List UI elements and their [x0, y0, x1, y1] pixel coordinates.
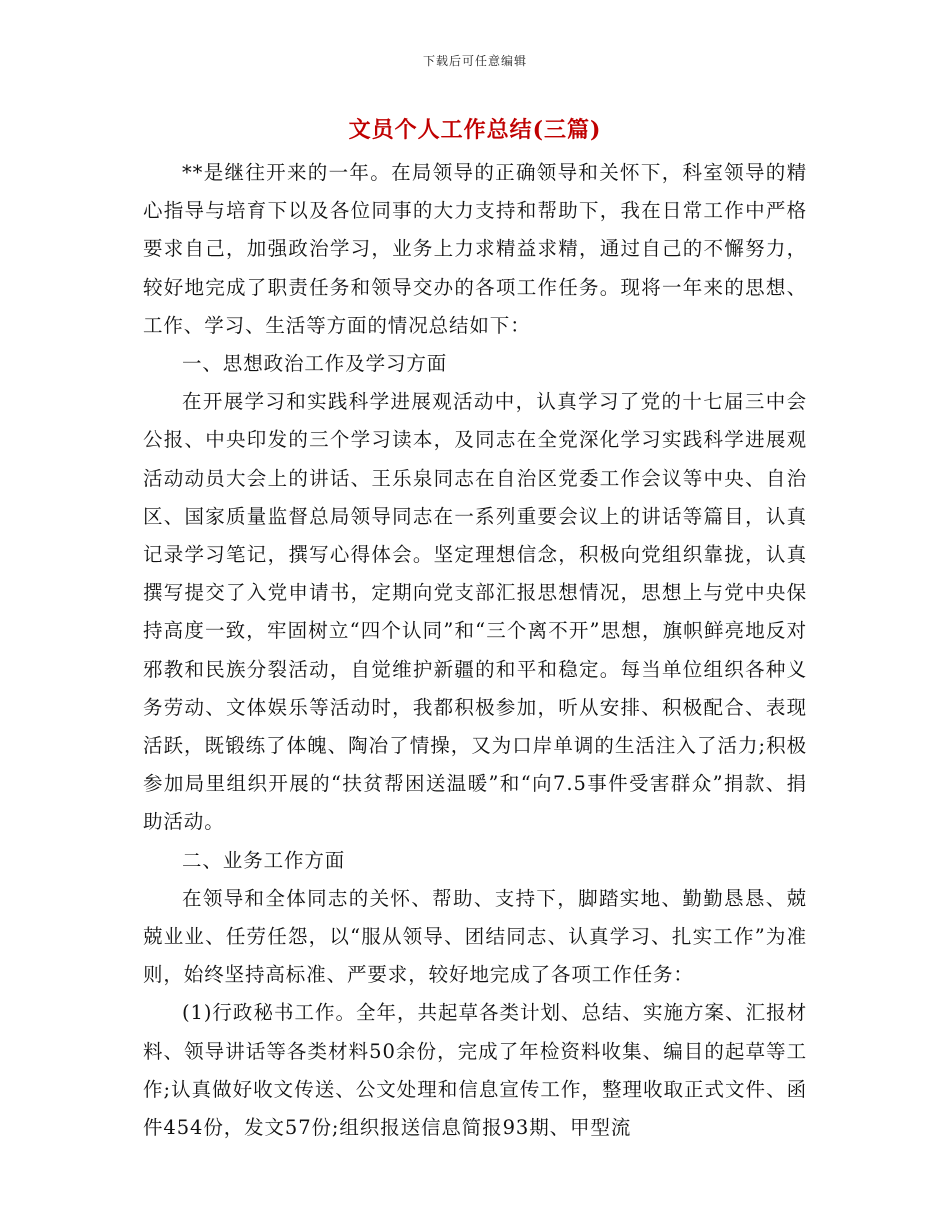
paragraph-secretary-work: (1)行政秘书工作。全年，共起草各类计划、总结、实施方案、汇报材料、领导讲话等各类材料50余份，完成了年检资料收集、编目的起草等工作;认真做好收文传送、公文处理和信息宣传工作，整理收取正式文件、函件454份，发文57份;组织报送信息简报93期、甲型流 — [143, 1001, 807, 1140]
paragraph-intro: **是继往开来的一年。在局领导的正确领导和关怀下，科室领导的精心指导与培育下以及各位同事的大力支持和帮助下，我在日常工作中严格要求自己，加强政治学习，业务上力求精益求精，通过自己的不懈努力，较好地完成了职责任务和领导交办的各项工作任务。现将一年来的思想、工作、学习、生活等方面的情况总结如下： — [143, 161, 807, 337]
section-heading-business-work: 二、业务工作方面 — [182, 848, 346, 872]
document-title: 文员个人工作总结(三篇) — [348, 117, 602, 143]
paragraph-business-work: 在领导和全体同志的关怀、帮助、支持下，脚踏实地、勤勤恳恳、兢兢业业、任劳任怨，以“服从领导、团结同志、认真学习、扎实工作”为准则，始终坚持高标准、严要求，较好地完成了各项工作任务： — [143, 886, 807, 987]
paragraph-political-study: 在开展学习和实践科学进展观活动中，认真学习了党的十七届三中会公报、中央印发的三个学习读本，及同志在全党深化学习实践科学进展观活动动员大会上的讲话、王乐泉同志在自治区党委工作会议等中央、自治区、国家质量监督总局领导同志在一系列重要会议上的讲话等篇目，认真记录学习笔记，撰写心得体会。坚定理想信念，积极向党组织靠拢，认真撰写提交了入党申请书，定期向党支部汇报思想情况，思想上与党中央保持高度一致，牢固树立“四个认同”和“三个离不开”思想，旗帜鲜亮地反对邪教和民族分裂活动，自觉维护新疆的和平和稳定。每当单位组织各种义务劳动、文体娱乐等活动时，我都积极参加，听从安排、积极配合、表现活跃，既锻练了体魄、陶冶了情操，又为口岸单调的生活注入了活力;积极参加局里组织开展的“扶贫帮困送温暖”和“向7.5事件受害群众”捐款、捐助活动。 — [143, 390, 807, 834]
header-note: 下载后可任意编辑 — [422, 54, 527, 68]
section-heading-political-study: 一、思想政治工作及学习方面 — [182, 352, 448, 376]
document-body — [143, 154, 807, 1147]
